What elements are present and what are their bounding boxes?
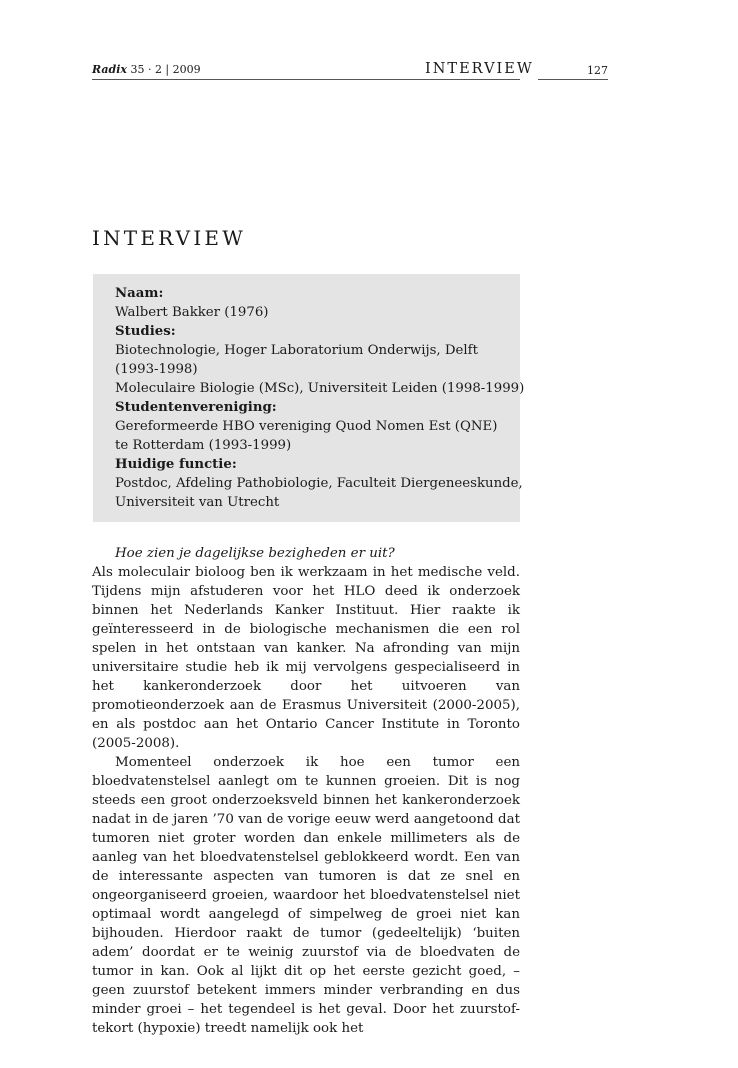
running-title: INTERVIEW xyxy=(425,61,534,77)
answer-paragraph: Als moleculair bioloog ben ik werkzaam in het medische veld. Tijdens mijn afstuderen voor het HLO deed ik onderzoek binnen het Nederlands Kanker Instituut. Hier raakte ik geïnteresseerd in de biologische mechanismen die een rol spelen in het ontstaan van kanker. Na afronding van mijn universitaire studie heb ik mij vervolgens gespecialiseerd in het kankeronderzoek door het uitvoeren van promotieonderzoek aan de Erasmus Universiteit (2000-2005), en als postdoc aan het Ontario Cancer Institute in Toronto (2005-2008). xyxy=(92,565,520,751)
header-rule-left xyxy=(92,79,520,80)
studies-label: Studies: xyxy=(115,324,176,339)
function-line: Postdoc, Afdeling Pathobiologie, Faculteit Diergeneeskunde, xyxy=(115,476,523,491)
name-label: Naam: xyxy=(115,286,164,301)
association-label: Studentenvereniging: xyxy=(115,400,277,415)
profile-box xyxy=(93,274,525,522)
answer-paragraph: Momenteel onderzoek ik hoe een tumor een bloedvatenstelsel aanlegt om te kunnen groeien. Dit is nog steeds een groot onderzoeksveld binnen het kankeronderzoek nadat in de jaren ’70 van de vorige eeuw werd aangetoond dat tumoren niet groter worden dan enkele millimeters als de aanleg van het bloedvatenstelsel geblokkeerd wordt. Een van de interessante aspecten van tumoren is dat ze snel en ongeorganiseerd groeien, waardoor het bloedvatenstelsel niet optimaal wordt aangelegd of simpelweg de groei niet kan bijhouden. Hierdoor raakt de tumor (gedeeltelijk) ‘buiten adem’ doordat er te weinig zuurstof via de bloedvaten de tumor in kan. Ook al lijkt dit op het eerste gezicht goed, – geen zuurstof betekent immers minder verbranding en dus minder groei – het tegendeel is het geval. Door het zuurstof-tekort (hypoxie) treedt namelijk ook het xyxy=(92,755,520,1036)
section-title: INTERVIEW xyxy=(92,226,246,250)
studies-line: (1993-1998) xyxy=(115,362,198,377)
association-line: Gereformeerde HBO vereniging Quod Nomen Est (QNE) xyxy=(115,419,498,434)
page-header xyxy=(92,61,608,81)
studies-line: Biotechnologie, Hoger Laboratorium Onderwijs, Delft xyxy=(115,343,478,358)
journal-citation xyxy=(92,63,201,76)
studies-line: Moleculaire Biologie (MSc), Universiteit Leiden (1998-1999) xyxy=(115,381,525,396)
function-label: Huidige functie: xyxy=(115,457,237,472)
name-value: Walbert Bakker (1976) xyxy=(115,305,269,320)
header-rule-right xyxy=(538,79,608,80)
function-line: Universiteit van Utrecht xyxy=(115,495,280,510)
page-number: 127 xyxy=(587,64,608,77)
journal-name: Radix xyxy=(92,63,127,76)
article-body xyxy=(92,544,520,1038)
interview-question: Hoe zien je dagelijkse bezigheden er uit? xyxy=(115,546,395,561)
journal-issue: 35 · 2 | 2009 xyxy=(130,63,201,76)
association-line: te Rotterdam (1993-1999) xyxy=(115,438,292,453)
